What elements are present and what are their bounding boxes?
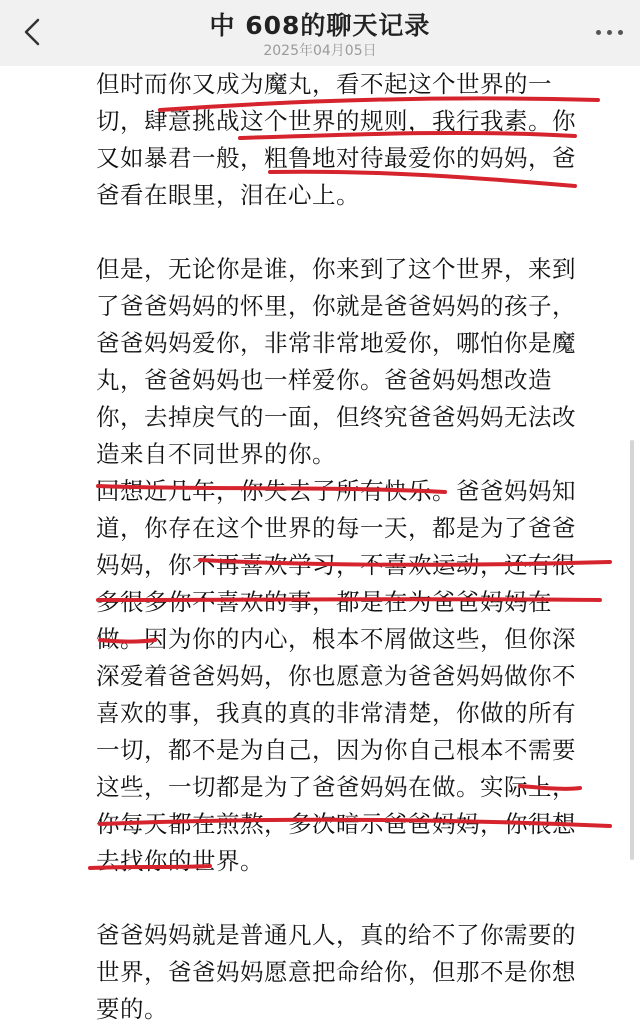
text-line: 去找你的世界。 bbox=[96, 847, 264, 875]
text-line: 深爱着爸爸妈妈，你也愿意为爸爸妈妈做你不 bbox=[96, 662, 576, 690]
text-line: 喜欢的事，我真的真的非常清楚，你做的所有 bbox=[96, 699, 576, 727]
paragraph-2 bbox=[96, 251, 626, 880]
text-line: 世界，爸爸妈妈愿意把命给你，但那不是你想 bbox=[96, 958, 576, 986]
text-line: 丸，爸爸妈妈也一样爱你。爸爸妈妈想改造 bbox=[96, 366, 552, 394]
text-line: 道，你存在这个世界的每一天，都是为了爸爸 bbox=[96, 514, 576, 542]
more-button[interactable] bbox=[590, 18, 630, 44]
text-line: 回想近几年，你失去了所有快乐。爸爸妈妈知 bbox=[96, 477, 576, 505]
text-line: 切，肆意挑战这个世界的规则，我行我素。你 bbox=[96, 107, 576, 135]
text-line: 做。因为你的内心，根本不屑做这些，但你深 bbox=[96, 625, 576, 653]
chat-header bbox=[0, 0, 640, 66]
text-line: 但是，无论你是谁，你来到了这个世界，来到 bbox=[96, 255, 576, 283]
text-line: 你每天都在煎熬，多次暗示爸爸妈妈，你很想 bbox=[96, 810, 576, 838]
more-dots-icon bbox=[596, 30, 601, 35]
text-line: 又如暴君一般，粗鲁地对待最爱你的妈妈，爸 bbox=[96, 144, 576, 172]
text-line: 了爸爸妈妈的怀里，你就是爸爸妈妈的孩子， bbox=[96, 292, 576, 320]
scrollbar[interactable] bbox=[630, 440, 634, 860]
chat-record-text bbox=[96, 66, 626, 1028]
text-line: 爸看在眼里，泪在心上。 bbox=[96, 181, 360, 209]
text-line: 要的。 bbox=[96, 995, 168, 1023]
text-line: 爸爸妈妈爱你，非常非常地爱你，哪怕你是魔 bbox=[96, 329, 576, 357]
text-line: 妈妈，你不再喜欢学习，不喜欢运动，还有很 bbox=[96, 551, 576, 579]
chat-title: 中 608的聊天记录 bbox=[209, 11, 431, 40]
text-line: 造来自不同世界的你。 bbox=[96, 440, 336, 468]
chat-date: 2025年04月05日 bbox=[263, 43, 377, 59]
text-line: 爸爸妈妈就是普通凡人，真的给不了你需要的 bbox=[96, 921, 576, 949]
text-line: 但时而你又成为魔丸，看不起这个世界的一 bbox=[96, 70, 552, 98]
text-line: 你，去掉戾气的一面，但终究爸爸妈妈无法改 bbox=[96, 403, 576, 431]
text-line: 多很多你不喜欢的事，都是在为爸爸妈妈在 bbox=[96, 588, 552, 616]
paragraph-1 bbox=[96, 66, 626, 214]
text-line: 一切，都不是为自己，因为你自己根本不需要 bbox=[96, 736, 576, 764]
text-line: 这些，一切都是为了爸爸妈妈在做。实际上， bbox=[96, 773, 576, 801]
paragraph-3 bbox=[96, 917, 626, 1028]
